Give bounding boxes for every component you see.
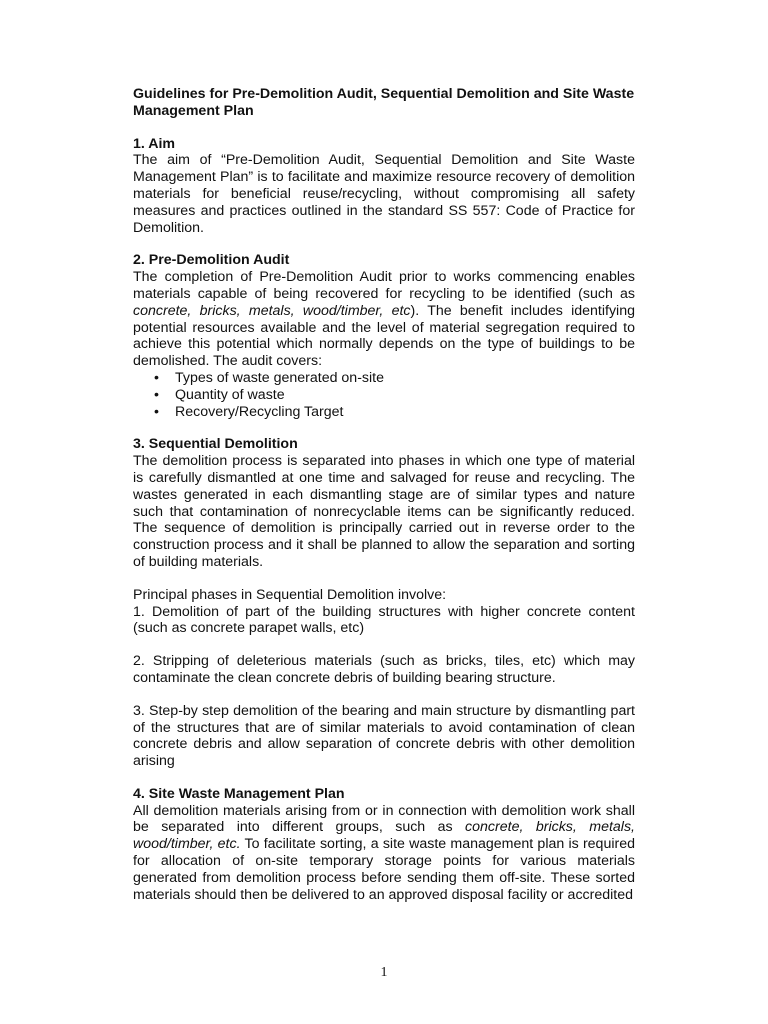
list-item-text: Quantity of waste xyxy=(175,386,285,403)
section-heading-audit: 2. Pre-Demolition Audit xyxy=(133,252,290,269)
section-body-aim: The aim of “Pre-Demolition Audit, Sequential Demolition and Site Waste Management Plan” is to facilitate and maximize resource recovery of demolition materials for beneficial reuse/recycling, without compromising all safety measures and practices outlined in the standard SS 557: Code of Practice for Demolition. xyxy=(133,152,635,236)
waste-plan-text-after: To facilitate sorting, a site waste management plan is required for allocation of on-site temporary storage points for various materials generated from demolition process before sending them off-site. These sorted materials should then be delivered to an approved disposal facility or accredited xyxy=(133,836,635,903)
section-site-waste-management-plan xyxy=(133,786,635,904)
audit-text-before: The completion of Pre-Demolition Audit prior to works commencing enables materials capable of being recovered for recycling to be identified (such as xyxy=(133,269,635,302)
list-item xyxy=(133,370,635,387)
section-body-audit xyxy=(133,269,635,370)
section-sequential-demolition xyxy=(133,436,635,770)
section-body-waste-plan xyxy=(133,803,635,904)
section-heading-sequential: 3. Sequential Demolition xyxy=(133,436,298,453)
list-item-text: Recovery/Recycling Target xyxy=(175,403,344,420)
phase-item: 1. Demolition of part of the building structures with higher concrete content (such as concrete parapet walls, etc) xyxy=(133,603,635,637)
phase-item: 3. Step-by step demolition of the bearing and main structure by dismantling part of the structures that are of similar materials to avoid contamination of clean concrete debris and allow separation of concrete debris with other demolition arising xyxy=(133,702,635,770)
bullet-icon: • xyxy=(154,403,159,420)
audit-text-after: ). The benefit includes identifying potential resources available and the level of material segregation required to achieve this potential which normally depends on the type of buildings to be demolished. The audit covers: xyxy=(133,302,635,370)
waste-plan-materials-italic: concrete, bricks, metals, wood/timber, etc. xyxy=(133,819,635,853)
section-aim xyxy=(133,136,635,237)
waste-plan-text-before: All demolition materials arising from or in connection with demolition work shall be separated into different groups, such as xyxy=(133,802,635,836)
list-item xyxy=(133,404,635,421)
phase-item: 2. Stripping of deleterious materials (such as bricks, tiles, etc) which may contaminate the clean concrete debris of building bearing structure. xyxy=(133,653,635,686)
audit-bullet-list xyxy=(133,370,635,420)
bullet-icon: • xyxy=(154,386,159,403)
audit-materials-italic: concrete, bricks, metals, wood/timber, etc xyxy=(133,302,411,319)
section-body-sequential: The demolition process is separated into phases in which one type of material is carefully dismantled at one time and salvaged for reuse and recycling. The wastes generated in each dismantling stage are of similar types and nature such that contamination of nonrecyclable items can be significantly reduced. The sequence of demolition is principally carried out in reverse order to the construction process and it shall be planned to allow the separation and sorting of building materials. xyxy=(133,453,635,570)
section-heading-aim: 1. Aim xyxy=(133,135,176,152)
section-pre-demolition-audit xyxy=(133,252,635,420)
page-number: 1 xyxy=(380,965,388,980)
bullet-icon: • xyxy=(154,369,159,386)
list-item-text: Types of waste generated on-site xyxy=(175,369,384,386)
document-title: Guidelines for Pre-Demolition Audit, Sequential Demolition and Site Waste Management Plan xyxy=(133,86,635,119)
section-heading-waste-plan: 4. Site Waste Management Plan xyxy=(133,785,345,802)
list-item xyxy=(133,387,635,404)
phases-intro: Principal phases in Sequential Demolition involve: xyxy=(133,586,447,603)
document-body xyxy=(133,86,635,919)
